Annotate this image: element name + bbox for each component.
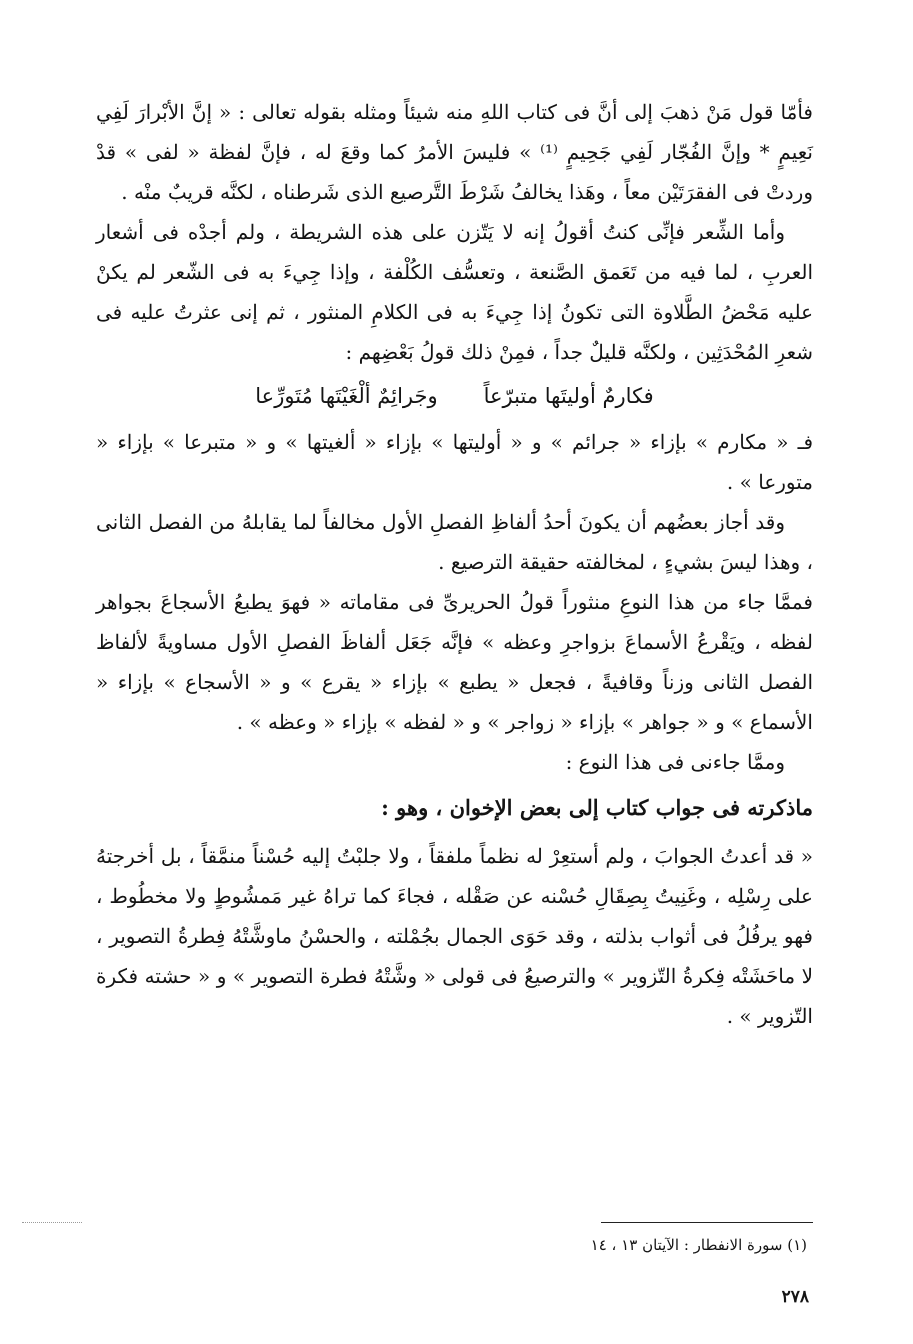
verse-hemistich-right: فكارمٌ أوليتَها متبرّعاً xyxy=(483,384,654,408)
section-heading: ماذكرته فى جواب كتاب إلى بعض الإخوان ، وهو : xyxy=(381,795,813,820)
main-text xyxy=(96,92,813,1036)
paragraph-letter-quote: « قد أعدتُ الجوابَ ، ولم أستعِرْ له نظماً ملفقاً ، ولا جلبْتُ إليه حُسْناً منمَّقاً ، بل أخرجتهُ على رِسْلِه ، وغَنِيتُ بِصِقَالِ حُسْنه عن صَقْله ، فجاءَ كما تراهُ غير مَمشُوطٍ ولا مخطُوط ، فهو يرفُلُ فى أثواب بذلته ، وقد حَوَى الجمال بجُمْلته ، والحسْنُ ماوشَّتْهُ فِطرةُ التصوير ، لا ماحَشَتْه فِكرةُ التّزوير » والترصيعُ فى قولى « وشَّتْهُ فطرة التصوير » و « حشته فكرة التّزوير » . xyxy=(96,844,813,1028)
paragraph-own-example-intro: وممَّا جاءنى فى هذا النوع : xyxy=(565,750,785,774)
paragraph-hariri: فممَّا جاء من هذا النوعِ منثوراً قولُ الحريرىِّ فى مقاماته « فهوَ يطبعُ الأسجاعَ بجواهر لفظه ، ويَقْرعُ الأسماعَ بزواجرِ وعظه » فإنَّه جَعَل ألفاظَ الفصلِ الأول مساويةً لألفاظ الفصل الثانى وزناً وقافيةً ، فجعل « يطبع » بإزاء « يقرع » و « الأسجاع » بإزاء « الأسماع » و « جواهر » بإزاء « زواجر » و « لفظه » بإزاء « وعظه » . xyxy=(96,590,813,734)
paragraph-verse-analysis: فـ « مكارم » بإزاء « جرائم » و « أوليتها » بإزاء « ألغيتها » و « متبرعا » بإزاء « متورعا » . xyxy=(96,430,813,494)
scan-margin-mark xyxy=(22,1222,82,1223)
paragraph-permission: وقد أجاز بعضُهم أن يكونَ أحدُ ألفاظِ الفصلِ الأول مخالفاً لما يقابلهُ من الفصل الثانى ، وهذا ليسَ بشيءٍ ، لمخالفته حقيقة الترصيع . xyxy=(96,510,813,574)
paragraph-quran-example: فأمّا قول مَنْ ذهبَ إلى أنَّ فى كتاب اللهِ منه شيئاً ومثله بقوله تعالى : « إنَّ الأبْرارَ لَفِي نَعِيمٍ * وإنَّ الفُجّار لَفِي جَحِيمٍ ⁽¹⁾ » فليسَ الأمرُ كما وقعَ له ، فإنَّ لفظة « لفى » قدْ وردتْ فى الفقرَتَيْن معاً ، وهَذا يخالفُ شَرْطَ التَّرصيع الذى شَرطناه ، لكنَّه قريبٌ منْه . xyxy=(96,100,813,204)
footnote-divider xyxy=(601,1222,813,1223)
page-number: ٢٧٨ xyxy=(781,1287,809,1307)
paragraph-poetry: وأما الشِّعر فإنِّى كنتُ أقولُ إنه لا يَتّزن على هذه الشريطة ، ولم أجدْه فى أشعار العربِ ، لما فيه من تَعَمق الصَّنعة ، وتعسُّف الكُلْفة ، وإذا جِيءَ به فى الشّعر لم يكنْ عليه مَحْضُ الطَّلاوة التى تكونُ إذا جِيءَ به فى الكلامِ المنثور ، ثم إنى عثرتُ عليه فى شعرِ المُحْدَثِين ، ولكنَّه قليلٌ جداً ، فمِنْ ذلك قولُ بَعْضِهم : xyxy=(96,220,813,364)
verse-line xyxy=(96,374,813,418)
verse-hemistich-left: وجَرائِمٌ ألْغَيْتَها مُتَورِّعا xyxy=(255,384,438,408)
footnote: (١) سورة الانفطار : الآيتان ١٣ ، ١٤ xyxy=(590,1236,807,1254)
